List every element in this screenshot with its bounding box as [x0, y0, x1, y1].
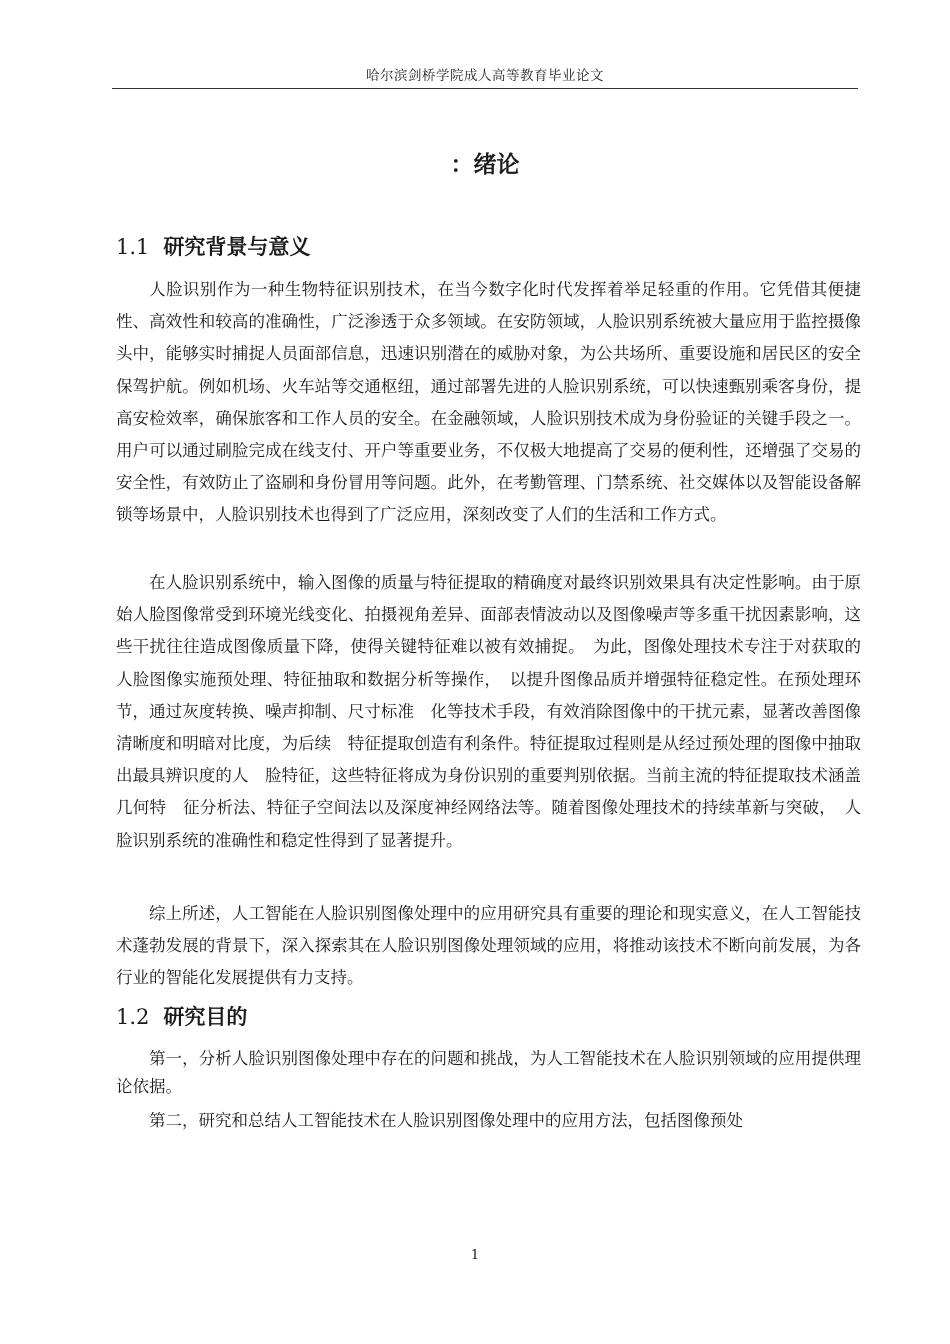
- paragraph-purpose-2: 第二，研究和总结人工智能技术在人脸识别图像处理中的应用方法，包括图像预处: [149, 1111, 743, 1130]
- page-number: 1: [470, 1248, 480, 1263]
- paragraph-background-3: 综上所述，人工智能在人脸识别图像处理中的应用研究具有重要的理论和现实意义，在人工智能技术蓬勃发展的背景下，深入探索其在人脸识别图像处理领域的应用，将推动该技术不断向前发展，为各行业的智能化发展提供有力支持。: [116, 904, 861, 988]
- paragraph-background-2: 在人脸识别系统中，输入图像的质量与特征提取的精确度对最终识别效果具有决定性影响。由于原始人脸图像常受到环境光线变化、拍摄视角差异、面部表情波动以及图像噪声等多重干扰因素影响，这些干扰往往造成图像质量下降，使得关键特征难以被有效捕捉。 为此，图像处理技术专注于对获取的人脸图像实施预处理、特征抽取和数据分析等操作， 以提升图像品质并增强特征稳定性。在预处理环节，通过灰度转换、噪声抑制、尺寸标准 化等技术手段，有效消除图像中的干扰元素，显著改善图像清晰度和明暗对比度，为后续 特征提取创造有利条件。特征提取过程则是从经过预处理的图像中抽取出最具辨识度的人 脸特征，这些特征将成为身份识别的重要判别依据。当前主流的特征提取技术涵盖几何特 征分析法、特征子空间法以及深度神经网络法等。随着图像处理技术的持续革新与突破， 人脸识别系统的准确性和稳定性得到了显著提升。: [116, 573, 861, 850]
- paragraph-purpose-1: 第一，分析人脸识别图像处理中存在的问题和挑战，为人工智能技术在人脸识别领域的应用提供理论依据。: [116, 1049, 861, 1096]
- section-heading-1-2: [116, 1001, 247, 1031]
- chapter-title: ：绪论: [450, 152, 520, 178]
- running-header: 哈尔滨剑桥学院成人高等教育毕业论文: [366, 68, 604, 84]
- section-number: 1.2: [116, 1005, 150, 1029]
- paragraph-background-1: 人脸识别作为一种生物特征识别技术，在当今数字化时代发挥着举足轻重的作用。它凭借其便捷性、高效性和较高的准确性，广泛渗透于众多领域。在安防领域，人脸识别系统被大量应用于监控摄像头中，能够实时捕捉人员面部信息，迅速识别潜在的威胁对象，为公共场所、重要设施和居民区的安全保驾护航。例如机场、火车站等交通枢纽，通过部署先进的人脸识别系统，可以快速甄别乘客身份，提高安检效率，确保旅客和工作人员的安全。在金融领域，人脸识别技术成为身份验证的关键手段之一。用户可以通过刷脸完成在线支付、开户等重要业务，不仅极大地提高了交易的便利性，还增强了交易的安全性，有效防止了盗刷和身份冒用等问题。此外，在考勤管理、门禁系统、社交媒体以及智能设备解锁等场景中，人脸识别技术也得到了广泛应用，深刻改变了人们的生活和工作方式。: [116, 280, 861, 525]
- section-number: 1.1: [116, 235, 150, 259]
- section-title: 研究目的: [163, 1005, 248, 1029]
- section-title: 研究背景与意义: [163, 235, 311, 259]
- section-heading-1-1: [116, 231, 310, 261]
- header-rule: [112, 88, 858, 89]
